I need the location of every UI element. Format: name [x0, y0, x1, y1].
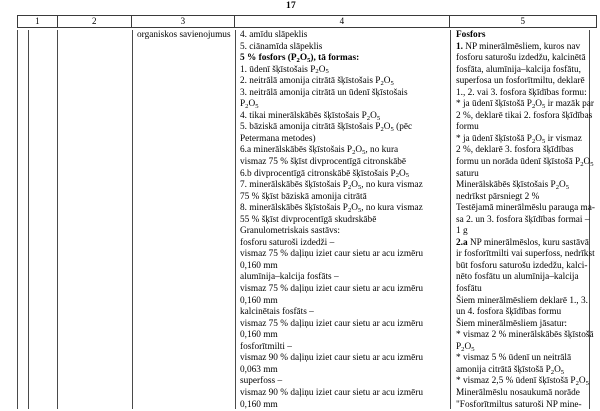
table-cell-col5-text [451, 30, 589, 411]
column-header-3: 3 [132, 16, 236, 27]
text-line: superfoss – [240, 376, 448, 388]
text-line: kalcinētais fosfāts – [240, 307, 448, 319]
text-line: 7. minerālskābēs šķīstošais $P_2O_5$, no kura vismaz [240, 180, 448, 192]
text-line: vismaz 90 % daļiņu iziet caur sietu ar acu izmēru [240, 388, 448, 400]
text-line: 2. neitrālā amonija citrātā šķīstošais $P_2O_5$ [240, 76, 448, 88]
text-line: formu un norāda ūdenī šķīstošā $P_2O_5$ [456, 157, 586, 169]
column-header-1: 1 [18, 16, 58, 27]
table-cell-col3 [132, 30, 235, 409]
text-line: 6.a minerālskābēs šķīstošais $P_2O_5$, no kura [240, 145, 448, 157]
text-line: nēto fosfātu un alumīnija–kalcija [456, 272, 586, 284]
text-line: 4. tikai minerālskābēs šķīstošais $P_2O_5$ [240, 111, 448, 123]
text-line: 1 g [456, 226, 586, 238]
text-line: ir fosforītmilti vai superfoss, nedrīkst [456, 249, 586, 261]
text-line: 4. amīdu slāpeklis [240, 30, 448, 42]
text-line: vismaz 75 % šķīst divprocentīgā citronskābē [240, 157, 448, 169]
text-line: * vismaz 2 % minerālskābēs šķīstošā [456, 330, 586, 342]
text-line: vismaz 75 % daļiņu iziet caur sietu ar acu izmēru [240, 319, 448, 331]
table-cell-col1 [28, 30, 57, 409]
text-line: 0,160 mm [240, 330, 448, 342]
text-line: Šiem minerālmēsliem jāsatur: [456, 319, 586, 331]
table-cell-col5 [450, 30, 590, 409]
table-cell-col4 [235, 30, 450, 409]
text-line: 1., 2. vai 3. fosfora šķīdības formu: [456, 88, 586, 100]
text-line: alumīnija–kalcija fosfāts – [240, 272, 448, 284]
text-line: 5. ciānamīda slāpeklis [240, 42, 448, 54]
table-row [17, 30, 590, 409]
text-line: 3. neitrālā amonija citrātā un ūdenī šķīstošais [240, 88, 448, 100]
text-line: 2 %, deklarē 3. fosfora šķīdības [456, 145, 586, 157]
text-line: Petermana metodes) [240, 134, 448, 146]
text-line: 2.a NP minerālmēslos, kuru sastāvā [456, 238, 586, 250]
text-line: Testējamā minerālmēslu parauga ma- [456, 203, 586, 215]
text-line: 0,160 mm [240, 296, 448, 308]
table-column-header-row [17, 15, 597, 28]
text-line: 1. ūdenī šķīstošais $P_2O_5$ [240, 65, 448, 77]
column-header-2: 2 [58, 16, 132, 27]
text-line: fosfāta, alumīnija–kalcija fosfātu, [456, 65, 586, 77]
text-line: un 4. fosfora šķīdības formu [456, 307, 586, 319]
text-line: "Fosforītmiltus saturoši NP mine- [456, 400, 586, 411]
text-line: fosforu saturošu izdedžu, kalcinētā [456, 53, 586, 65]
text-line: 5 % fosfors $(P_2O_5)$, tā formas: [240, 53, 448, 65]
table-cell-col3-text: organiskos savienojumus [133, 30, 235, 42]
text-line: * vismaz 5 % ūdenī un neitrālā [456, 353, 586, 365]
text-line: fosfātu [456, 284, 586, 296]
text-line: fosforītmilti – [240, 342, 448, 354]
page-number: 17 [286, 0, 296, 12]
text-line: 0,160 mm [240, 261, 448, 273]
text-line: Minerālskābēs šķīstošais $P_2O_5$ [456, 180, 586, 192]
text-line: * ja ūdenī šķīstošā $P_2O_5$ ir mazāk par [456, 99, 586, 111]
text-line: 75 % šķīst bāziskā amonija citrātā [240, 192, 448, 204]
text-line: 55 % šķīst divprocentīgā skudrskābē [240, 215, 448, 227]
text-line: būt fosforu saturošu izdedžu, kalci- [456, 261, 586, 273]
text-line: Granulometriskais sastāvs: [240, 226, 448, 238]
text-line: * ja ūdenī šķīstošā $P_2O_5$ ir vismaz [456, 134, 586, 146]
text-line: 0,160 mm [240, 400, 448, 411]
text-line: 8. minerālskābēs šķīstošais $P_2O_5$, no kura vismaz [240, 203, 448, 215]
text-line: $P_2O_5$ [240, 99, 448, 111]
text-line: saturu [456, 169, 586, 181]
text-line: 0,063 mm [240, 365, 448, 377]
column-header-5: 5 [450, 16, 596, 27]
text-line: Šiem minerālmēsliem deklarē 1., 3. [456, 296, 586, 308]
text-line: sa 2. un 3. fosfora šķīdības formai – [456, 215, 586, 227]
text-line: vismaz 75 % daļiņu iziet caur sietu ar acu izmēru [240, 249, 448, 261]
table-cell-col4-text [236, 30, 450, 411]
text-line: 5. bāziskā amonija citrātā šķīstošais $P_2O_5$ (pēc [240, 122, 448, 134]
text-line: Fosfors [456, 30, 586, 42]
text-line: amonija citrātā šķīstošā $P_2O_5$ [456, 365, 586, 377]
table-cell-margin [17, 30, 28, 409]
text-line: fosforu saturoši izdedži – [240, 238, 448, 250]
text-line: Minerālmēslu nosaukumā norāde [456, 388, 586, 400]
text-line: 1. NP minerālmēsliem, kuros nav [456, 42, 586, 54]
text-line: $P_2O_5$ [456, 342, 586, 354]
table-cell-col2 [57, 30, 132, 409]
text-line: superfosa un fosforītmiltu, deklarē [456, 76, 586, 88]
text-line: vismaz 90 % daļiņu iziet caur sietu ar acu izmēru [240, 353, 448, 365]
text-line: vismaz 75 % daļiņu iziet caur sietu ar acu izmēru [240, 284, 448, 296]
text-line: 2 %, deklarē tikai 2. fosfora šķīdības [456, 111, 586, 123]
column-header-4: 4 [235, 16, 449, 27]
text-line: 6.b divprocentīgā citronskābē šķīstošais $P_2O_5$ [240, 169, 448, 181]
text-line: nedrīkst pārsniegt 2 % [456, 192, 586, 204]
text-line: * vismaz 2,5 % ūdenī šķīstošā $P_2O_5$ [456, 376, 586, 388]
text-line: formu [456, 122, 586, 134]
